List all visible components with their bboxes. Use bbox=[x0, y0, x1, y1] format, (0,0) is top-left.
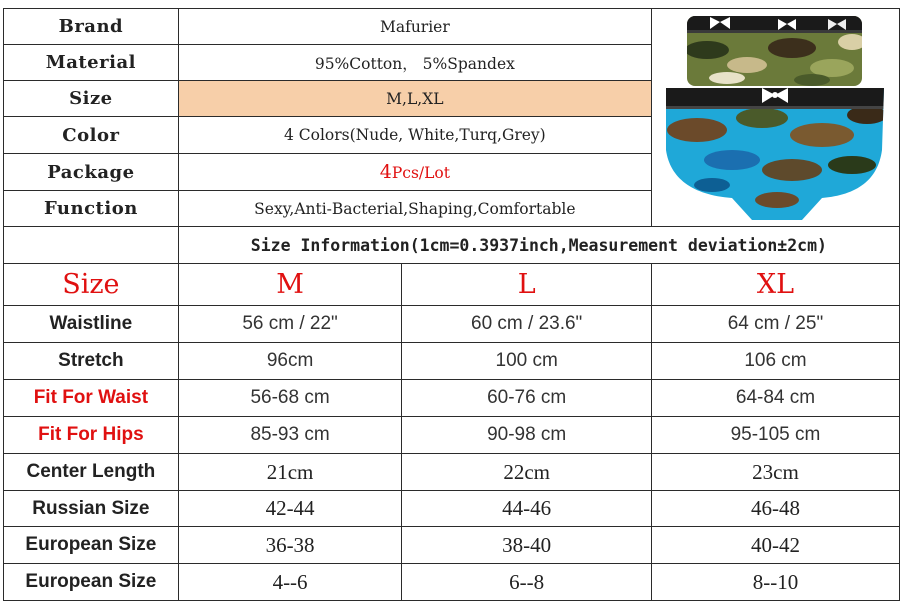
size-row-label: Center Length bbox=[4, 454, 179, 491]
product-photo bbox=[651, 9, 899, 227]
size-row-label: Waistline bbox=[4, 306, 179, 343]
size-cell: 106 cm bbox=[651, 343, 899, 380]
size-table-row bbox=[4, 527, 900, 564]
size-cell: 36-38 bbox=[178, 527, 402, 564]
size-table-row bbox=[4, 491, 900, 527]
size-cell: 23cm bbox=[651, 454, 899, 491]
size-cell: 96cm bbox=[178, 343, 402, 380]
size-table-row bbox=[4, 380, 900, 417]
size-cell: 56-68 cm bbox=[178, 380, 402, 417]
size-cell: 64-84 cm bbox=[651, 380, 899, 417]
size-cell: 56 cm / 22" bbox=[178, 306, 402, 343]
size-cell: 60-76 cm bbox=[402, 380, 652, 417]
product-spec-sheet bbox=[3, 8, 900, 601]
size-table-row bbox=[4, 564, 900, 601]
size-row-label: Stretch bbox=[4, 343, 179, 380]
size-row-label: European Size bbox=[4, 527, 179, 564]
size-row-label: Fit For Waist bbox=[4, 380, 179, 417]
size-header-l: L bbox=[402, 264, 652, 306]
size-header-xl: XL bbox=[651, 264, 899, 306]
size-cell: 44-46 bbox=[402, 491, 652, 527]
camouflage-boxer-briefs-icon bbox=[652, 10, 899, 226]
size-header-m: M bbox=[178, 264, 402, 306]
size-cell: 22cm bbox=[402, 454, 652, 491]
size-information-note: Size Information(1cm=0.3937inch,Measurement deviation±2cm) bbox=[178, 227, 899, 264]
size-label: Size bbox=[4, 81, 179, 117]
package-count: 4 bbox=[379, 161, 392, 183]
size-value: M,L,XL bbox=[178, 81, 651, 117]
brand-value: Mafurier bbox=[178, 9, 651, 45]
brand-label: Brand bbox=[4, 9, 179, 45]
size-cell: 40-42 bbox=[651, 527, 899, 564]
function-value: Sexy,Anti-Bacterial,Shaping,Comfortable bbox=[178, 191, 651, 227]
color-label: Color bbox=[4, 117, 179, 154]
size-table-row bbox=[4, 454, 900, 491]
blank-cell bbox=[4, 227, 179, 264]
size-table-row bbox=[4, 306, 900, 343]
size-cell: 38-40 bbox=[402, 527, 652, 564]
package-label: Package bbox=[4, 154, 179, 191]
size-cell: 100 cm bbox=[402, 343, 652, 380]
size-row-label: European Size bbox=[4, 564, 179, 601]
size-cell: 64 cm / 25" bbox=[651, 306, 899, 343]
size-table-row bbox=[4, 343, 900, 380]
material-value: 95%Cotton， 5%Spandex bbox=[178, 45, 651, 81]
size-cell: 95-105 cm bbox=[651, 417, 899, 454]
size-cell: 21cm bbox=[178, 454, 402, 491]
size-cell: 4--6 bbox=[178, 564, 402, 601]
size-row-label: Russian Size bbox=[4, 491, 179, 527]
size-cell: 8--10 bbox=[651, 564, 899, 601]
size-header-label: Size bbox=[4, 264, 179, 306]
package-value bbox=[178, 154, 651, 191]
size-table-row bbox=[4, 417, 900, 454]
size-cell: 60 cm / 23.6" bbox=[402, 306, 652, 343]
size-table-body bbox=[4, 306, 900, 601]
size-cell: 42-44 bbox=[178, 491, 402, 527]
package-unit: Pcs/Lot bbox=[391, 164, 450, 182]
size-row-label: Fit For Hips bbox=[4, 417, 179, 454]
color-value: 4 Colors(Nude, White,Turq,Grey) bbox=[178, 117, 651, 154]
size-cell: 46-48 bbox=[651, 491, 899, 527]
size-cell: 85-93 cm bbox=[178, 417, 402, 454]
material-label: Material bbox=[4, 45, 179, 81]
size-cell: 6--8 bbox=[402, 564, 652, 601]
function-label: Function bbox=[4, 191, 179, 227]
size-cell: 90-98 cm bbox=[402, 417, 652, 454]
